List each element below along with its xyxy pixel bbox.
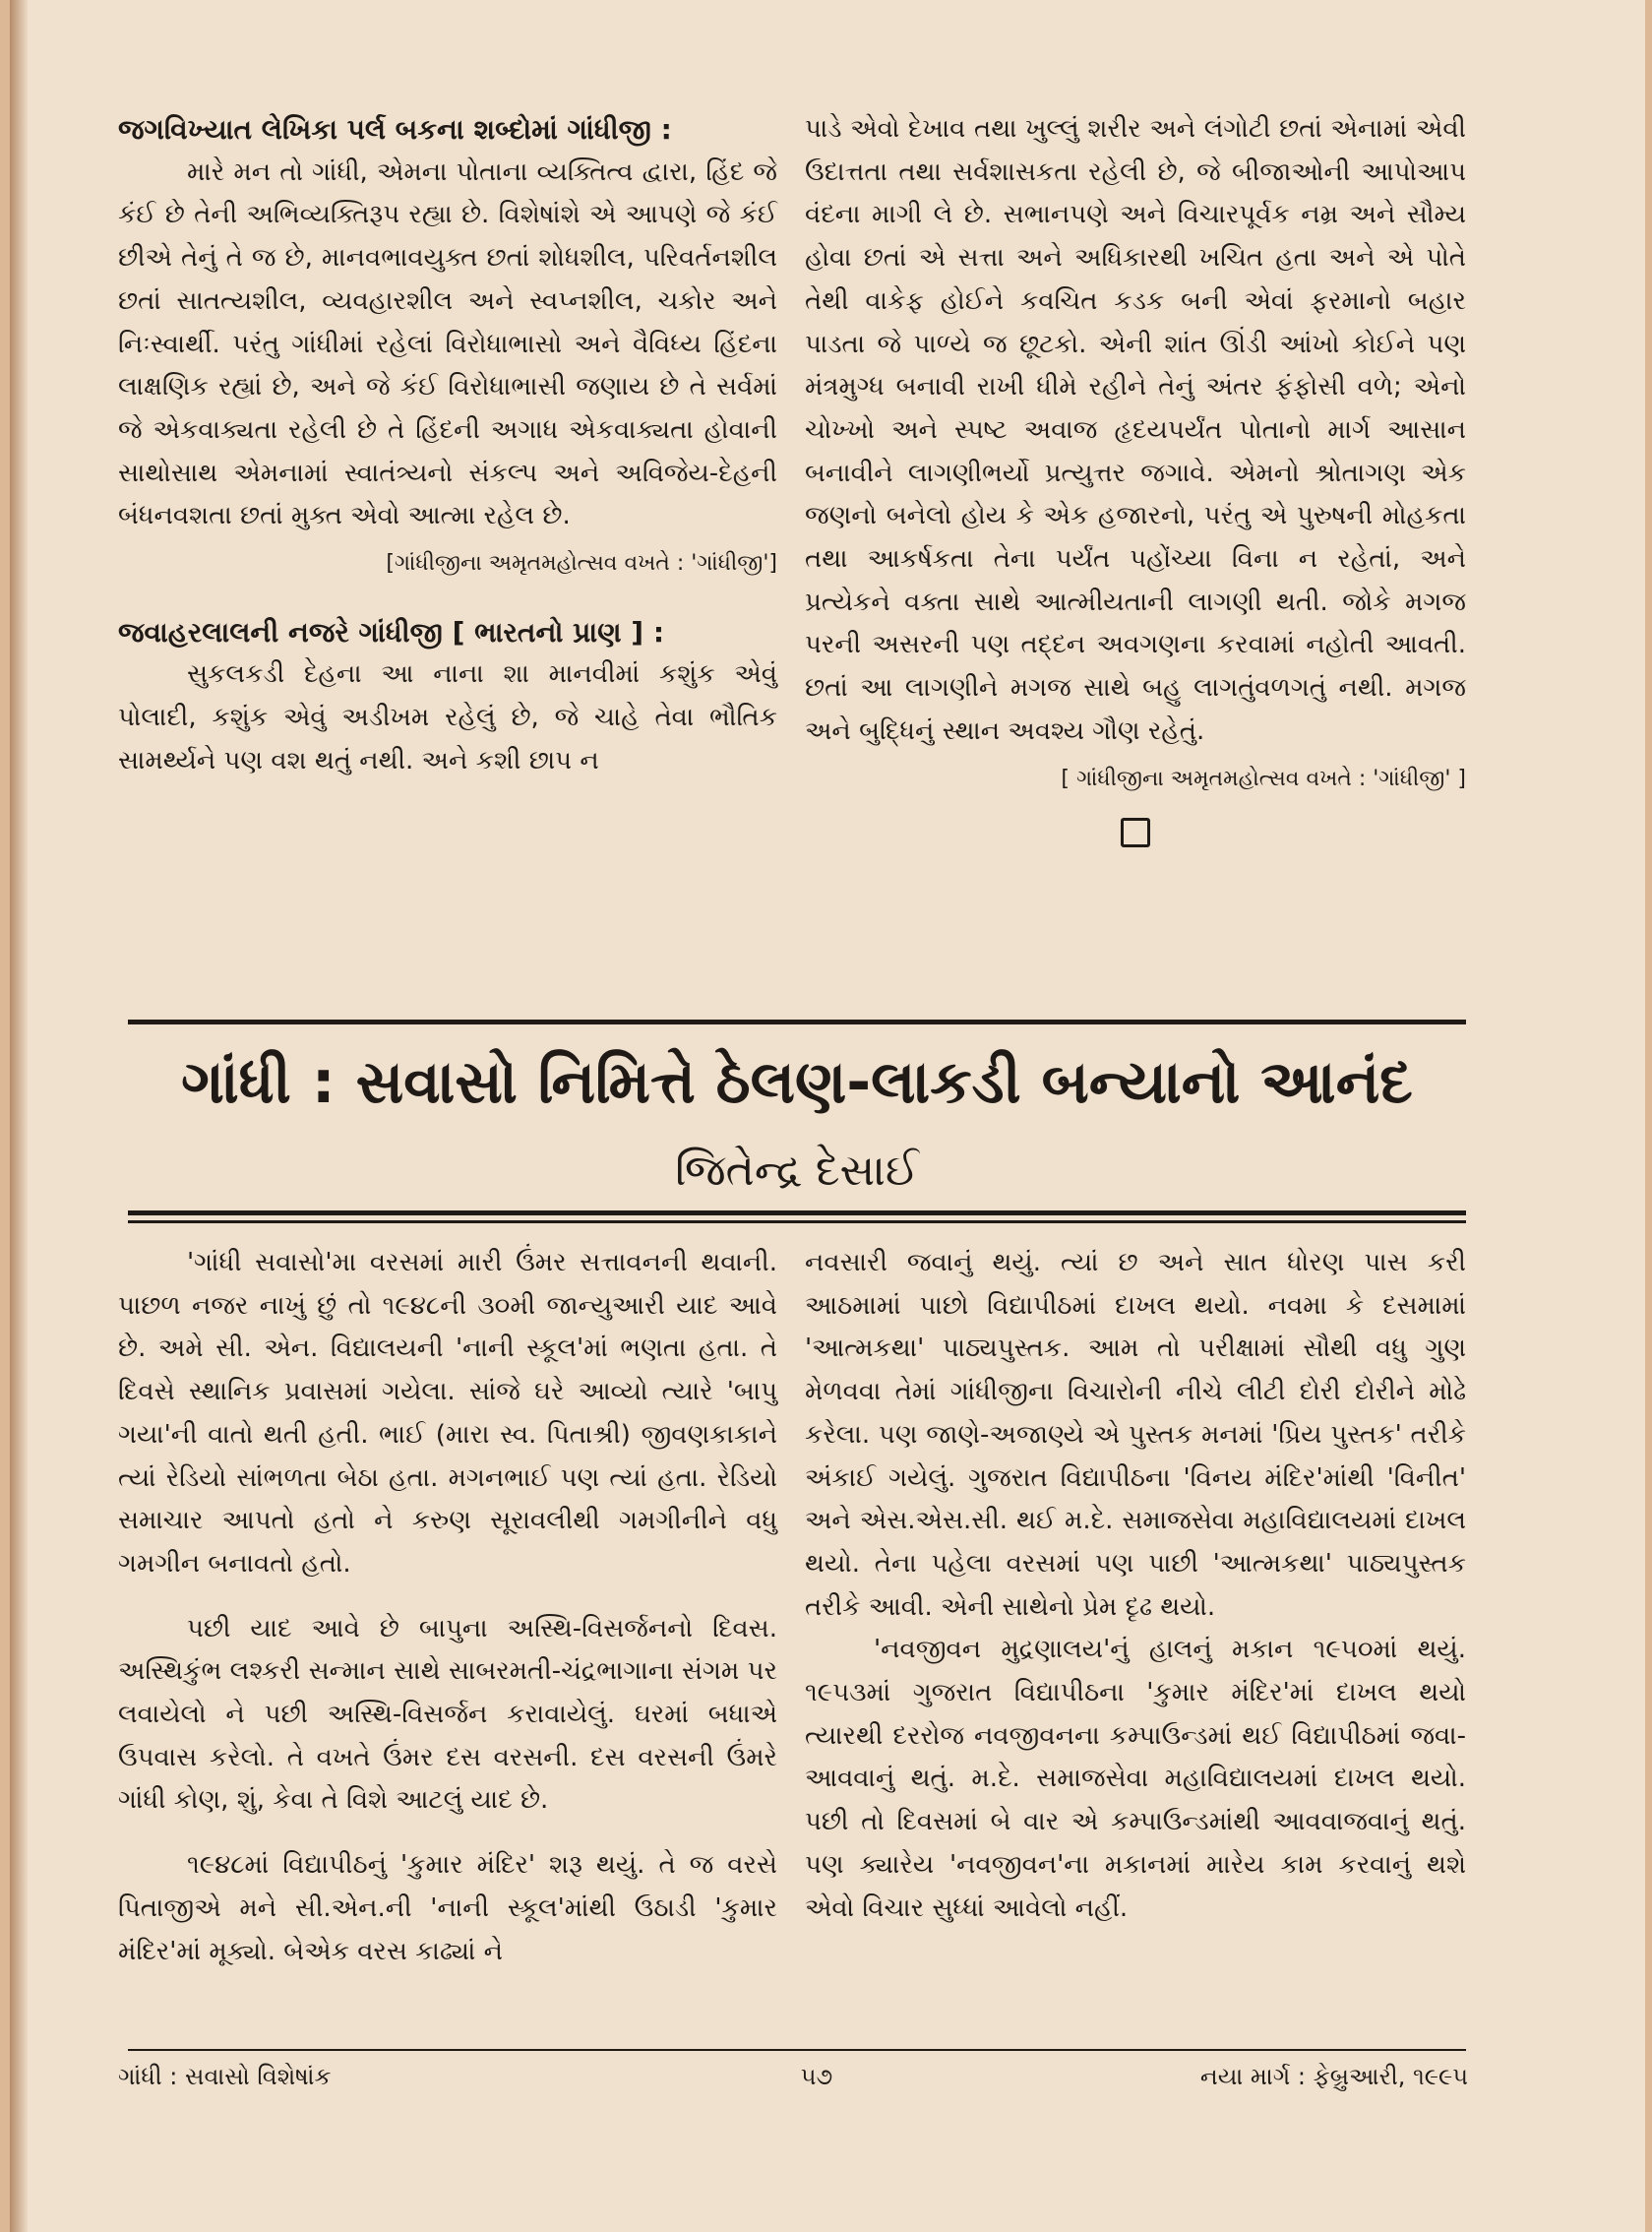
end-square-icon (1121, 818, 1150, 847)
citation: [ ગાંધીજીના અમૃતમહોત્સવ વખતે : 'ગાંધીજી' ] (1061, 766, 1466, 791)
top-left-column (118, 108, 777, 783)
top-right-column (805, 108, 1466, 862)
article-title: ગાંધી : સવાસો નિમિત્તે ઠેલણ-લાકડી બન્યાનો આનંદ (181, 1048, 1413, 1117)
footer-rule (128, 2049, 1466, 2051)
nehru-paragraph-start: સુકલકડી દેહના આ નાના શા માનવીમાં કશુંક એવું પોલાદી, કશુંક એવું અડીખમ રહેલું છે, જે ચાહે તેવા ભૌતિક સામર્થ્યને પણ વશ થતું નથી. અને કશી છાપ ન (118, 659, 777, 775)
article-paragraph: પછી યાદ આવે છે બાપુના અસ્થિ-વિસર્જનનો દિવસ. અસ્થિકુંભ લશ્કરી સન્માન સાથે સાબરમતી-ચંદ્રભાગાના સંગમ પર લવાયેલો ને પછી અસ્થિ-વિસર્જન કરાવાયેલું. ઘરમાં બધાએ ઉપવાસ કરેલો. તે વખતે ઉંમર દસ વરસની. દસ વરસની ઉંમરે ગાંધી કોણ, શું, કેવા તે વિશે આટલું યાદ છે. (118, 1613, 777, 1816)
article-paragraph: ૧૯૪૮માં વિદ્યાપીઠનું 'કુમાર મંદિર' શરૂ થયું. તે જ વરસે પિતાજીએ મને સી.એન.ની 'નાની સ્કૂલ'માંથી ઉઠાડી 'કુમાર મંદિર'માં મૂક્યો. બેએક વરસ કાઢ્યાં ને (118, 1850, 777, 1966)
pearl-buck-paragraph: મારે મન તો ગાંધી, એમના પોતાના વ્યક્તિત્વ દ્વારા, હિંદ જે કંઈ છે તેની અભિવ્યક્તિરૂપ રહ્યા છે. વિશેષાંશે એ આપણે જે કંઈ છીએ તેનું તે જ છે, માનવભાવયુક્ત છતાં શોધશીલ, પરિવર્તનશીલ છતાં સાતત્યશીલ, વ્યવહારશીલ અને સ્વપ્નશીલ, ચકોર અને નિઃસ્વાર્થી. પરંતુ ગાંધીમાં રહેલાં વિરોધાભાસો અને વૈવિધ્ય હિંદના લાક્ષણિક રહ્યાં છે, અને જે કંઈ વિરોધાભાસી જણાય છે તે સર્વમાં જે એકવાક્યતા રહેલી છે તે હિંદની અગાધ એકવાક્યતા હોવાની સાથોસાથ એમનામાં સ્વાતંત્ર્યનો સંકલ્પ અને અવિજેય-દેહની બંધનવશતા છતાં મુક્ત એવો આત્મા રહેલ છે. (118, 156, 777, 531)
magazine-page (10, 0, 1645, 2232)
article-paragraph: 'નવજીવન મુદ્રણાલય'નું હાલનું મકાન ૧૯૫૦માં થયું. ૧૯૫૩માં ગુજરાત વિદ્યાપીઠના 'કુમાર મંદિર'માં દાખલ થયો ત્યારથી દરરોજ નવજીવનના કમ્પાઉન્ડમાં થઈ વિદ્યાપીઠમાં જવા-આવવાનું થતું. મ.દે. સમાજસેવા મહાવિદ્યાલયમાં દાખલ થયો. પછી તો દિવસમાં બે વાર એ કમ્પાઉન્ડમાંથી આવવાજવાનું થતું. પણ ક્યારેય 'નવજીવન'ના મકાનમાં મારેય કામ કરવાનું થશે એવો વિચાર સુધ્ધાં આવેલો નહીં. (805, 1635, 1466, 1923)
title-rule-bottom-2 (128, 1220, 1466, 1223)
article-paragraph: 'ગાંધી સવાસો'મા વરસમાં મારી ઉંમર સત્તાવનની થવાની. પાછળ નજર નાખું છું તો ૧૯૪૮ની ૩૦મી જાન્યુઆરી યાદ આવે છે. અમે સી. એન. વિદ્યાલયની 'નાની સ્કૂલ'માં ભણતા હતા. તે દિવસે સ્થાનિક પ્રવાસમાં ગયેલા. સાંજે ઘરે આવ્યો ત્યારે 'બાપુ ગયા'ની વાતો થતી હતી. ભાઈ (મારા સ્વ. પિતાશ્રી) જીવણકાકાને ત્યાં રેડિયો સાંભળતા બેઠા હતા. મગનભાઈ પણ ત્યાં હતા. રેડિયો સમાચાર આપતો હતો ને કરુણ સૂરાવલીથી ગમગીનીને વધુ ગમગીન બનાવતો હતો. (118, 1248, 777, 1579)
title-rule-top (128, 1020, 1466, 1024)
section-heading-pearl-buck: જગવિખ્યાત લેખિકા પર્લ બકના શબ્દોમાં ગાંધીજી : (118, 113, 672, 146)
article-right-column (805, 1242, 1466, 1930)
footer-left: ગાંધી : સવાસો વિશેષાંક (118, 2063, 332, 2090)
article-paragraph: નવસારી જવાનું થયું. ત્યાં છ અને સાત ધોરણ પાસ કરી આઠમામાં પાછો વિદ્યાપીઠમાં દાખલ થયો. નવમા કે દસમામાં 'આત્મકથા' પાઠ્યપુસ્તક. આમ તો પરીક્ષામાં સૌથી વધુ ગુણ મેળવવા તેમાં ગાંધીજીના વિચારોની નીચે લીટી દોરી દોરીને મોઢે કરેલા. પણ જાણે-અજાણ્યે એ પુસ્તક મનમાં 'પ્રિય પુસ્તક' તરીકે અંકાઈ ગયેલું. ગુજરાત વિદ્યાપીઠના 'વિનય મંદિર'માંથી 'વિનીત' અને એસ.એસ.સી. થઈ મ.દે. સમાજસેવા મહાવિદ્યાલયમાં દાખલ થયો. તેના પહેલા વરસમાં પણ પાછી 'આત્મકથા' પાઠ્યપુસ્તક તરીકે આવી. એની સાથેનો પ્રેમ દૃઢ થયો. (805, 1248, 1466, 1622)
title-rule-bottom-1 (128, 1210, 1466, 1215)
page-edge-shadow (10, 0, 28, 2232)
section-heading-nehru: જવાહરલાલની નજરે ગાંધીજી [ ભારતનો પ્રાણ ] : (118, 615, 665, 649)
article-left-column (118, 1242, 777, 1973)
footer-right: નયા માર્ગ : ફેબ્રુઆરી, ૧૯૯૫ (1199, 2063, 1468, 2090)
page-number: ૫૭ (800, 2063, 833, 2090)
article-author: જિતેન્દ્ર દેસાઈ (675, 1146, 919, 1196)
end-mark (805, 800, 1466, 862)
nehru-paragraph-continued: પાડે એવો દેખાવ તથા ખુલ્લું શરીર અને લંગોટી છતાં એનામાં એવી ઉદાત્તતા તથા સર્વશાસકતા રહેલી છે, જે બીજાઓની આપોઆપ વંદના માગી લે છે. સભાનપણે અને વિચારપૂર્વક નમ્ર અને સૌમ્ય હોવા છતાં એ સત્તા અને અધિકારથી ખચિત હતા અને એ પોતે તેથી વાકેફ હોઈને કવચિત કડક બની એવાં ફરમાનો બહાર પાડતા જે પાળ્યે જ છૂટકો. એની શાંત ઊંડી આંખો કોઈને પણ મંત્રમુગ્ધ બનાવી રાખી ધીમે રહીને તેનું અંતર ફંફોસી વળે; એનો ચોખ્ખો અને સ્પષ્ટ અવાજ હૃદયપર્યંત પોતાનો માર્ગ આસાન બનાવીને લાગણીભર્યો પ્રત્યુત્તર જગાવે. એમનો શ્રોતાગણ એક જણનો બનેલો હોય કે એક હજારનો, પરંતુ એ પુરુષની મોહકતા તથા આકર્ષકતા તેના પર્યંત પહોંચ્યા વિના ન રહેતાં, અને પ્રત્યેકને વક્તા સાથે આત્મીયતાની લાગણી થતી. જોકે મગજ પરની અસરની પણ તદ્દન અવગણના કરવામાં નહોતી આવતી. છતાં આ લાગણીને મગજ સાથે બહુ લાગતુંવળગતું નથી. મગજ અને બુદ્ધિનું સ્થાન અવશ્ય ગૌણ રહેતું. (805, 114, 1466, 746)
citation: [ગાંધીજીના અમૃતમહોત્સવ વખતે : 'ગાંધીજી'] (386, 551, 777, 577)
